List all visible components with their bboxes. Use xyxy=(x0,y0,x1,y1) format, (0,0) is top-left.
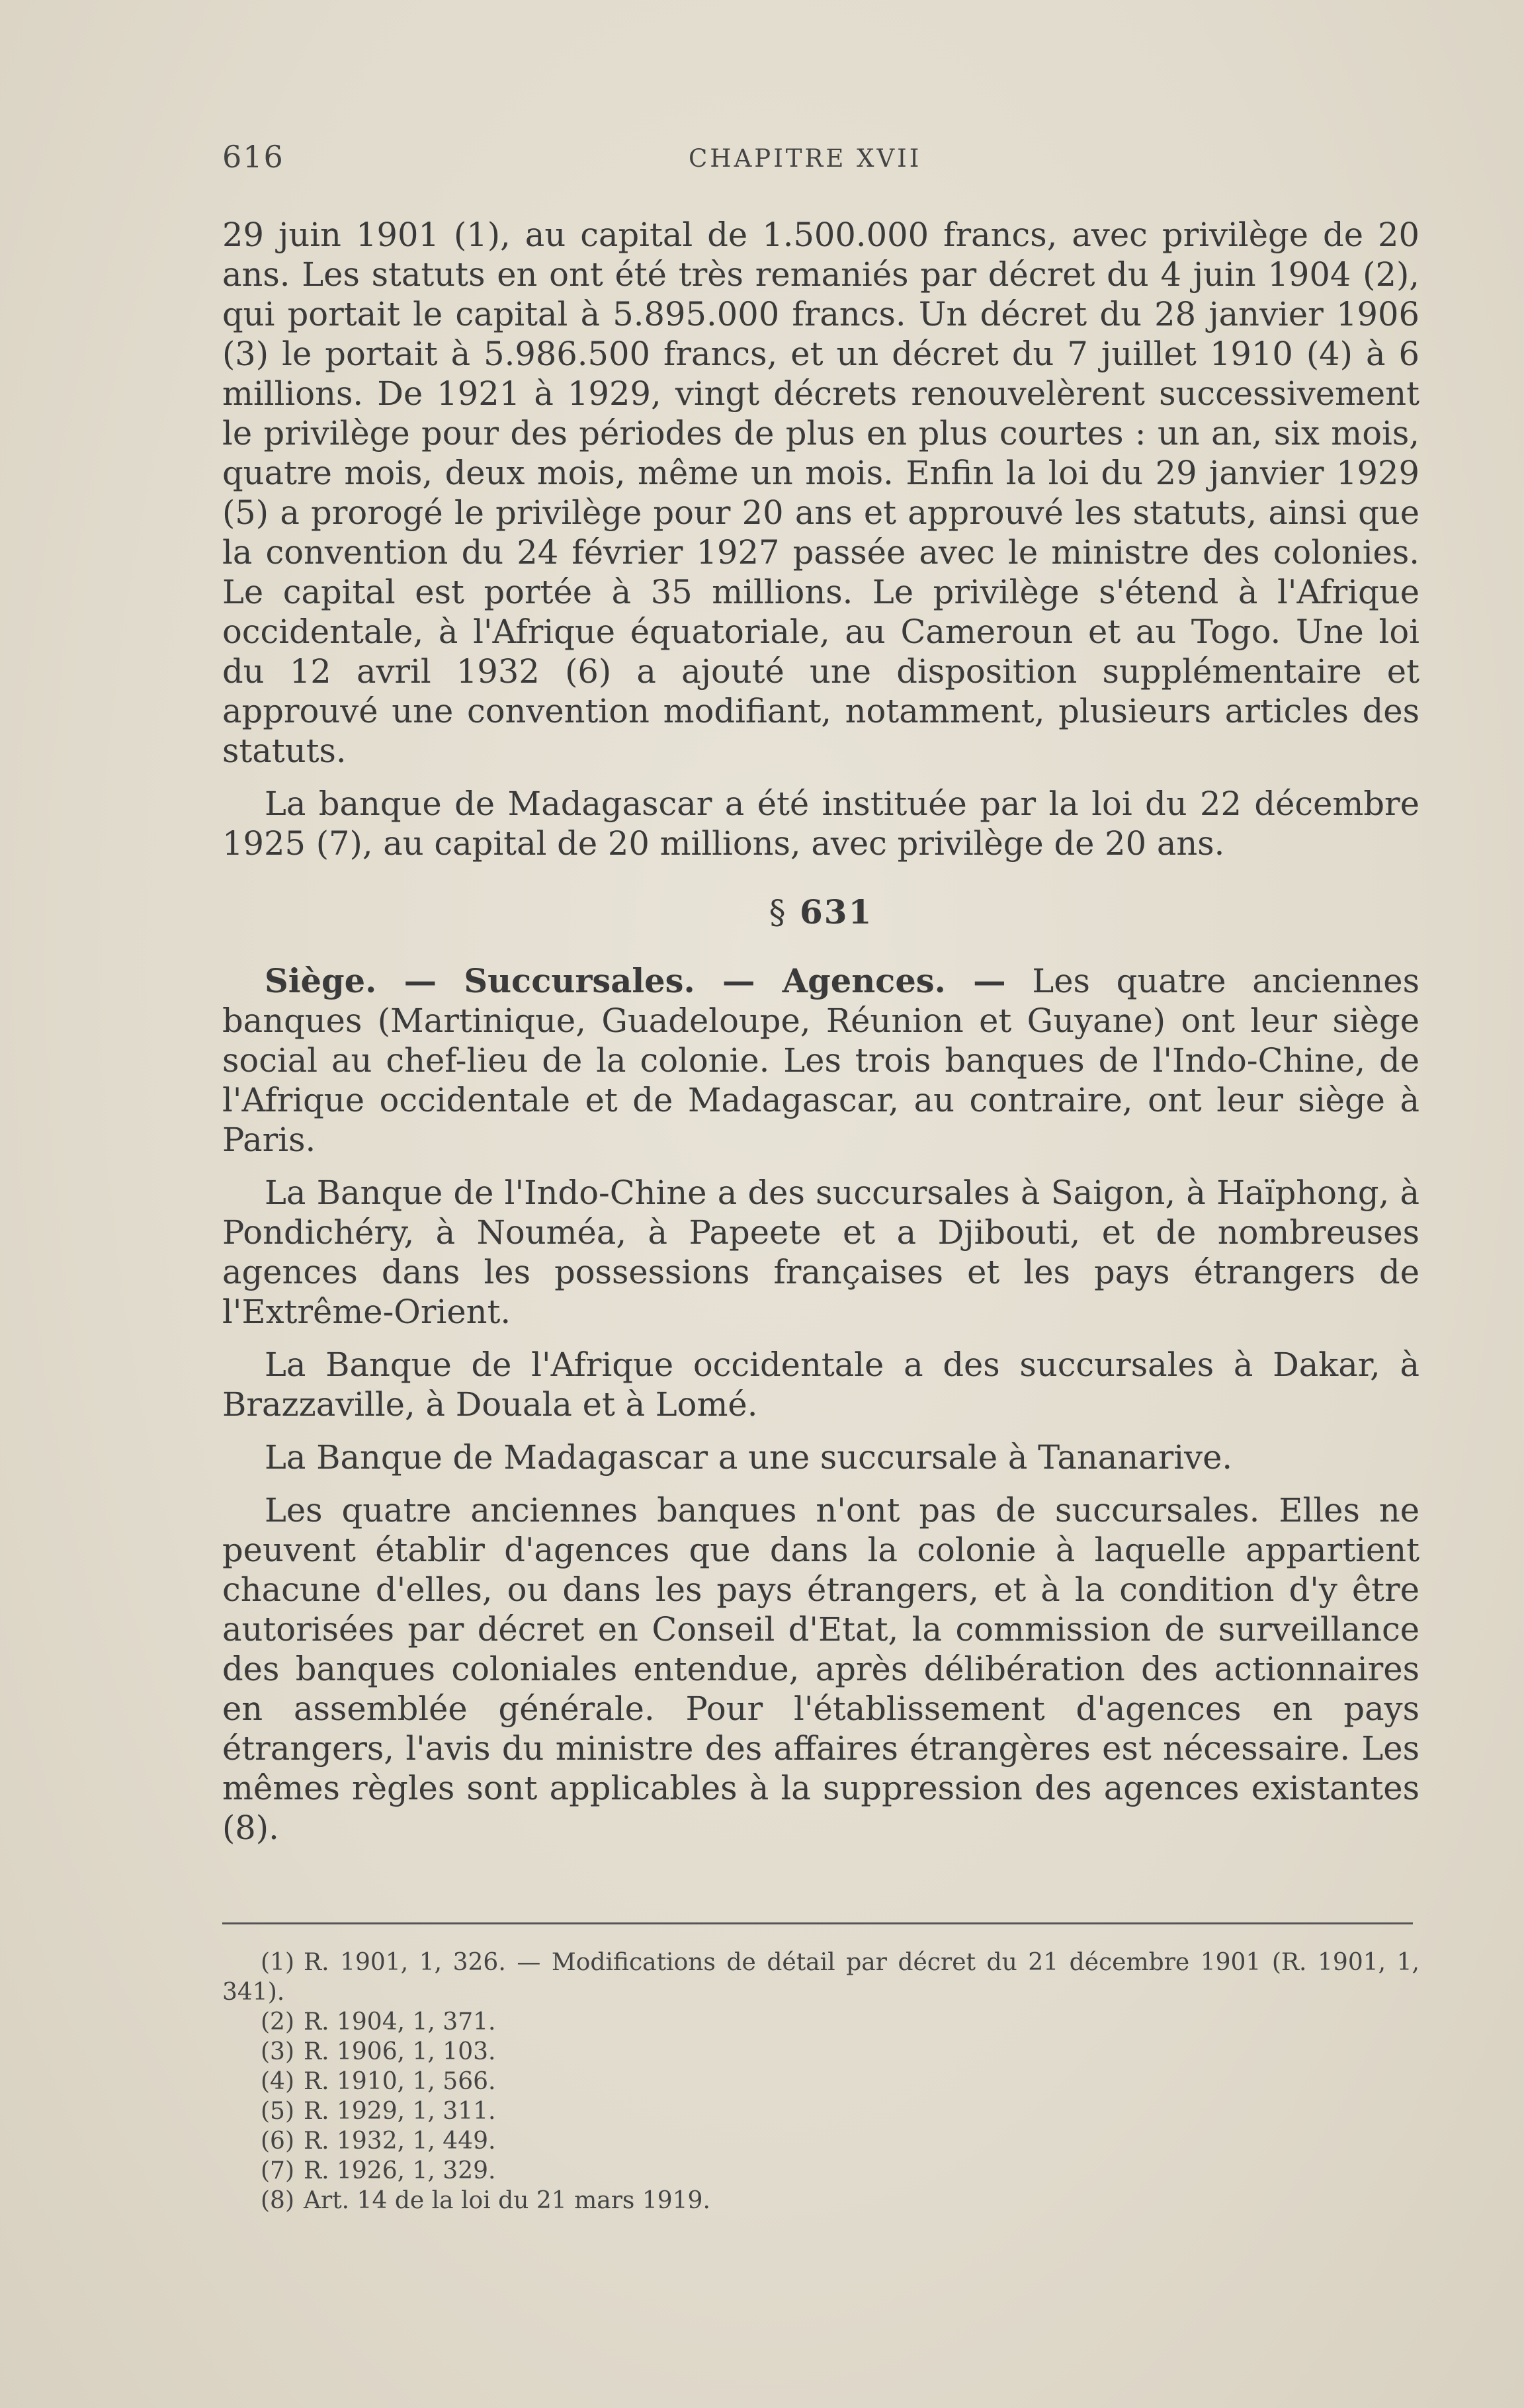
footnote-1 xyxy=(222,1948,1419,2007)
footnote-label: (1) xyxy=(261,1949,294,1976)
section-sign: § xyxy=(769,893,787,931)
paragraph-5: La Banque de l'Afrique occidentale a des succursales à Dakar, à Brazzaville, à Douala et à Lomé. xyxy=(222,1346,1419,1424)
footnote-7 xyxy=(222,2156,1419,2186)
footnote-text: R. 1906, 1, 103. xyxy=(304,2038,496,2065)
footnote-text: Art. 14 de la loi du 21 mars 1919. xyxy=(304,2187,710,2214)
footnote-label: (2) xyxy=(261,2008,294,2036)
footnote-label: (8) xyxy=(261,2187,294,2214)
footnote-label: (3) xyxy=(261,2038,294,2065)
footnote-label: (7) xyxy=(261,2157,294,2184)
footnote-8 xyxy=(222,2186,1419,2215)
paragraph-3-text: Les quatre anciennes banques (Martinique, Guadeloupe, Réunion et Guyane) ont leur siège social au chef-lieu de la colonie. Les trois banques de l'Indo-Chine, de l'Afrique occidentale et de Madagascar, au contraire, ont leur siège à Paris. xyxy=(222,962,1419,1159)
footnote-text: R. 1932, 1, 449. xyxy=(304,2128,496,2155)
footnote-2 xyxy=(222,2007,1419,2037)
footnote-3 xyxy=(222,2037,1419,2067)
footnote-text: R. 1901, 1, 326. — Modifications de détail par décret du 21 décembre 1901 (R. 1901, 1, 341). xyxy=(222,1949,1419,2006)
page-header xyxy=(222,139,1419,179)
footnote-label: (6) xyxy=(261,2128,294,2155)
running-head: CHAPITRE XVII xyxy=(689,144,922,173)
page-number: 616 xyxy=(222,139,284,175)
body-text xyxy=(222,215,1419,1848)
paragraph-2: La banque de Madagascar a été instituée par la loi du 22 décembre 1925 (7), au capital de 20 millions, avec privilège de 20 ans. xyxy=(222,785,1419,863)
footnote-rule xyxy=(222,1922,1413,1924)
footnote-6 xyxy=(222,2126,1419,2156)
footnote-text: R. 1929, 1, 311. xyxy=(304,2098,496,2125)
paragraph-6: La Banque de Madagascar a une succursale à Tananarive. xyxy=(265,1438,1233,1477)
footnote-text: R. 1910, 1, 566. xyxy=(304,2068,496,2095)
footnotes xyxy=(222,1948,1419,2215)
footnote-5 xyxy=(222,2096,1419,2126)
paragraph-4: La Banque de l'Indo-Chine a des succursales à Saigon, à Haïphong, à Pondichéry, à Nouméa, à Papeete et a Djibouti, et de nombreuses agences dans les possessions françaises et les pays étrangers de l'Extrême-Orient. xyxy=(222,1174,1419,1331)
section-heading: Siège. — Succursales. — Agences. — xyxy=(265,962,1006,1000)
paragraph-3 xyxy=(222,961,1419,1160)
paragraph-1: 29 juin 1901 (1), au capital de 1.500.000 francs, avec privilège de 20 ans. Les statuts en ont été très remaniés par décret du 4 juin 1904 (2), qui portait le capital à 5.895.000 francs. Un décret du 28 janvier 1906 (3) le portait à 5.986.500 francs, et un décret du 7 juillet 1910 (4) à 6 millions. De 1921 à 1929, vingt décrets renouvelèrent successivement le privilège pour des périodes de plus en plus courtes : un an, six mois, quatre mois, deux mois, même un mois. Enfin la loi du 29 janvier 1929 (5) a prorogé le privilège pour 20 ans et approuvé les statuts, ainsi que la convention du 24 février 1927 passée avec le ministre des colonies. Le capital est portée à 35 millions. Le privilège s'étend à l'Afrique occidentale, à l'Afrique équatoriale, au Cameroun et au Togo. Une loi du 12 avril 1932 (6) a ajouté une disposition supplémentaire et approuvé une convention modifiant, notamment, plusieurs articles des statuts. xyxy=(222,216,1419,770)
footnote-label: (4) xyxy=(261,2068,294,2095)
footnote-text: R. 1926, 1, 329. xyxy=(304,2157,496,2184)
footnote-4 xyxy=(222,2067,1419,2096)
footnote-label: (5) xyxy=(261,2098,294,2125)
paragraph-7: Les quatre anciennes banques n'ont pas de succursales. Elles ne peuvent établir d'agences que dans la colonie à laquelle appartient chacune d'elles, ou dans les pays étrangers, et à la condition d'y être autorisées par décret en Conseil d'Etat, la commission de surveillance des banques coloniales entendue, après délibération des actionnaires en assemblée générale. Pour l'établissement d'agences en pays étrangers, l'avis du ministre des affaires étrangères est nécessaire. Les mêmes règles sont applicables à la suppression des agences existantes (8). xyxy=(222,1491,1419,1847)
section-number-value: 631 xyxy=(800,892,873,931)
footnote-text: R. 1904, 1, 371. xyxy=(304,2008,496,2036)
section-number xyxy=(222,892,1419,932)
